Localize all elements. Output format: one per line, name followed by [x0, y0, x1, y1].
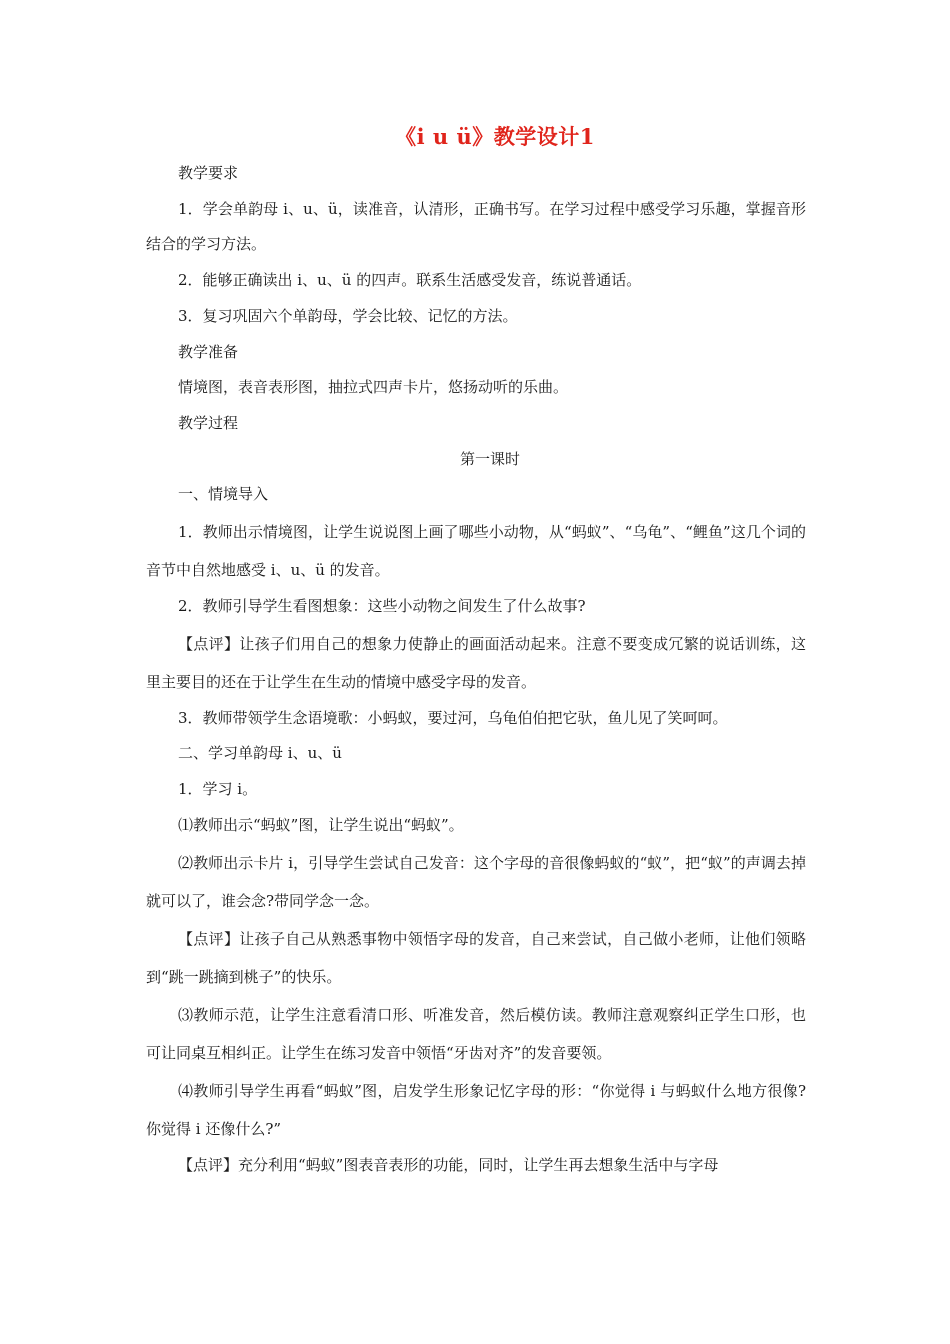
document-title: 《i u ü》教学设计1 — [395, 124, 595, 149]
paragraph: 1．教师出示情境图，让学生说说图上画了哪些小动物，从“蚂蚁”、“乌龟”、“鲤鱼”这几个词的音节中自然地感受 i、u、ü 的发音。 — [146, 523, 806, 580]
paragraph: 情境图，表音表形图，抽拉式四声卡片，悠扬动听的乐曲。 — [178, 378, 569, 397]
comment-paragraph: 【点评】让孩子们用自己的想象力使静止的画面活动起来。注意不要变成冗繁的说话训练，这里主要目的还在于让学生在生动的情境中感受字母的发音。 — [146, 634, 806, 691]
section-heading: 二、学习单韵母 i、u、ü — [178, 744, 342, 763]
paragraph: ⑴教师出示“蚂蚁”图，让学生说出“蚂蚁”。 — [178, 815, 464, 834]
paragraph: ⑵教师出示卡片 i，引导学生尝试自己发音：这个字母的音很像蚂蚁的“蚁”，把“蚁”的声调去掉就可以了，谁会念?带同学念一念。 — [146, 853, 806, 910]
document-page — [146, 120, 806, 1183]
paragraph: 1．学习 i。 — [178, 780, 258, 799]
paragraph: 2．教师引导学生看图想象：这些小动物之间发生了什么故事? — [178, 597, 586, 616]
section-heading: 教学要求 — [178, 164, 239, 182]
section-heading: 教学准备 — [178, 342, 239, 361]
section-heading: 一、情境导入 — [178, 485, 269, 504]
paragraph: ⑷教师引导学生再看“蚂蚁”图，启发学生形象记忆字母的形：“你觉得 i 与蚂蚁什么地方很像?你觉得 i 还像什么?” — [146, 1081, 806, 1138]
lesson-heading: 第一课时 — [459, 449, 520, 468]
paragraph: 3．复习巩固六个单韵母，学会比较、记忆的方法。 — [178, 306, 518, 325]
paragraph: 1．学会单韵母 i、u、ü，读准音，认清形，正确书写。在学习过程中感受学习乐趣，掌握音形结合的学习方法。 — [146, 199, 806, 254]
comment-paragraph: 【点评】让孩子自己从熟悉事物中领悟字母的发音，自己来尝试，自己做小老师，让他们领略到“跳一跳摘到桃子”的快乐。 — [146, 929, 806, 986]
paragraph: ⑶教师示范，让学生注意看清口形、听准发音，然后模仿读。教师注意观察纠正学生口形，也可让同桌互相纠正。让学生在练习发音中领悟“牙齿对齐”的发音要领。 — [146, 1005, 806, 1062]
paragraph: 3．教师带领学生念语境歌：小蚂蚁，要过河，乌龟伯伯把它驮，鱼儿见了笑呵呵。 — [178, 708, 728, 727]
comment-paragraph: 【点评】充分利用“蚂蚁”图表音表形的功能，同时，让学生再去想象生活中与字母 — [178, 1155, 719, 1174]
section-heading: 教学过程 — [178, 413, 239, 432]
paragraph: 2．能够正确读出 i、u、ü 的四声。联系生活感受发音，练说普通话。 — [178, 271, 642, 290]
